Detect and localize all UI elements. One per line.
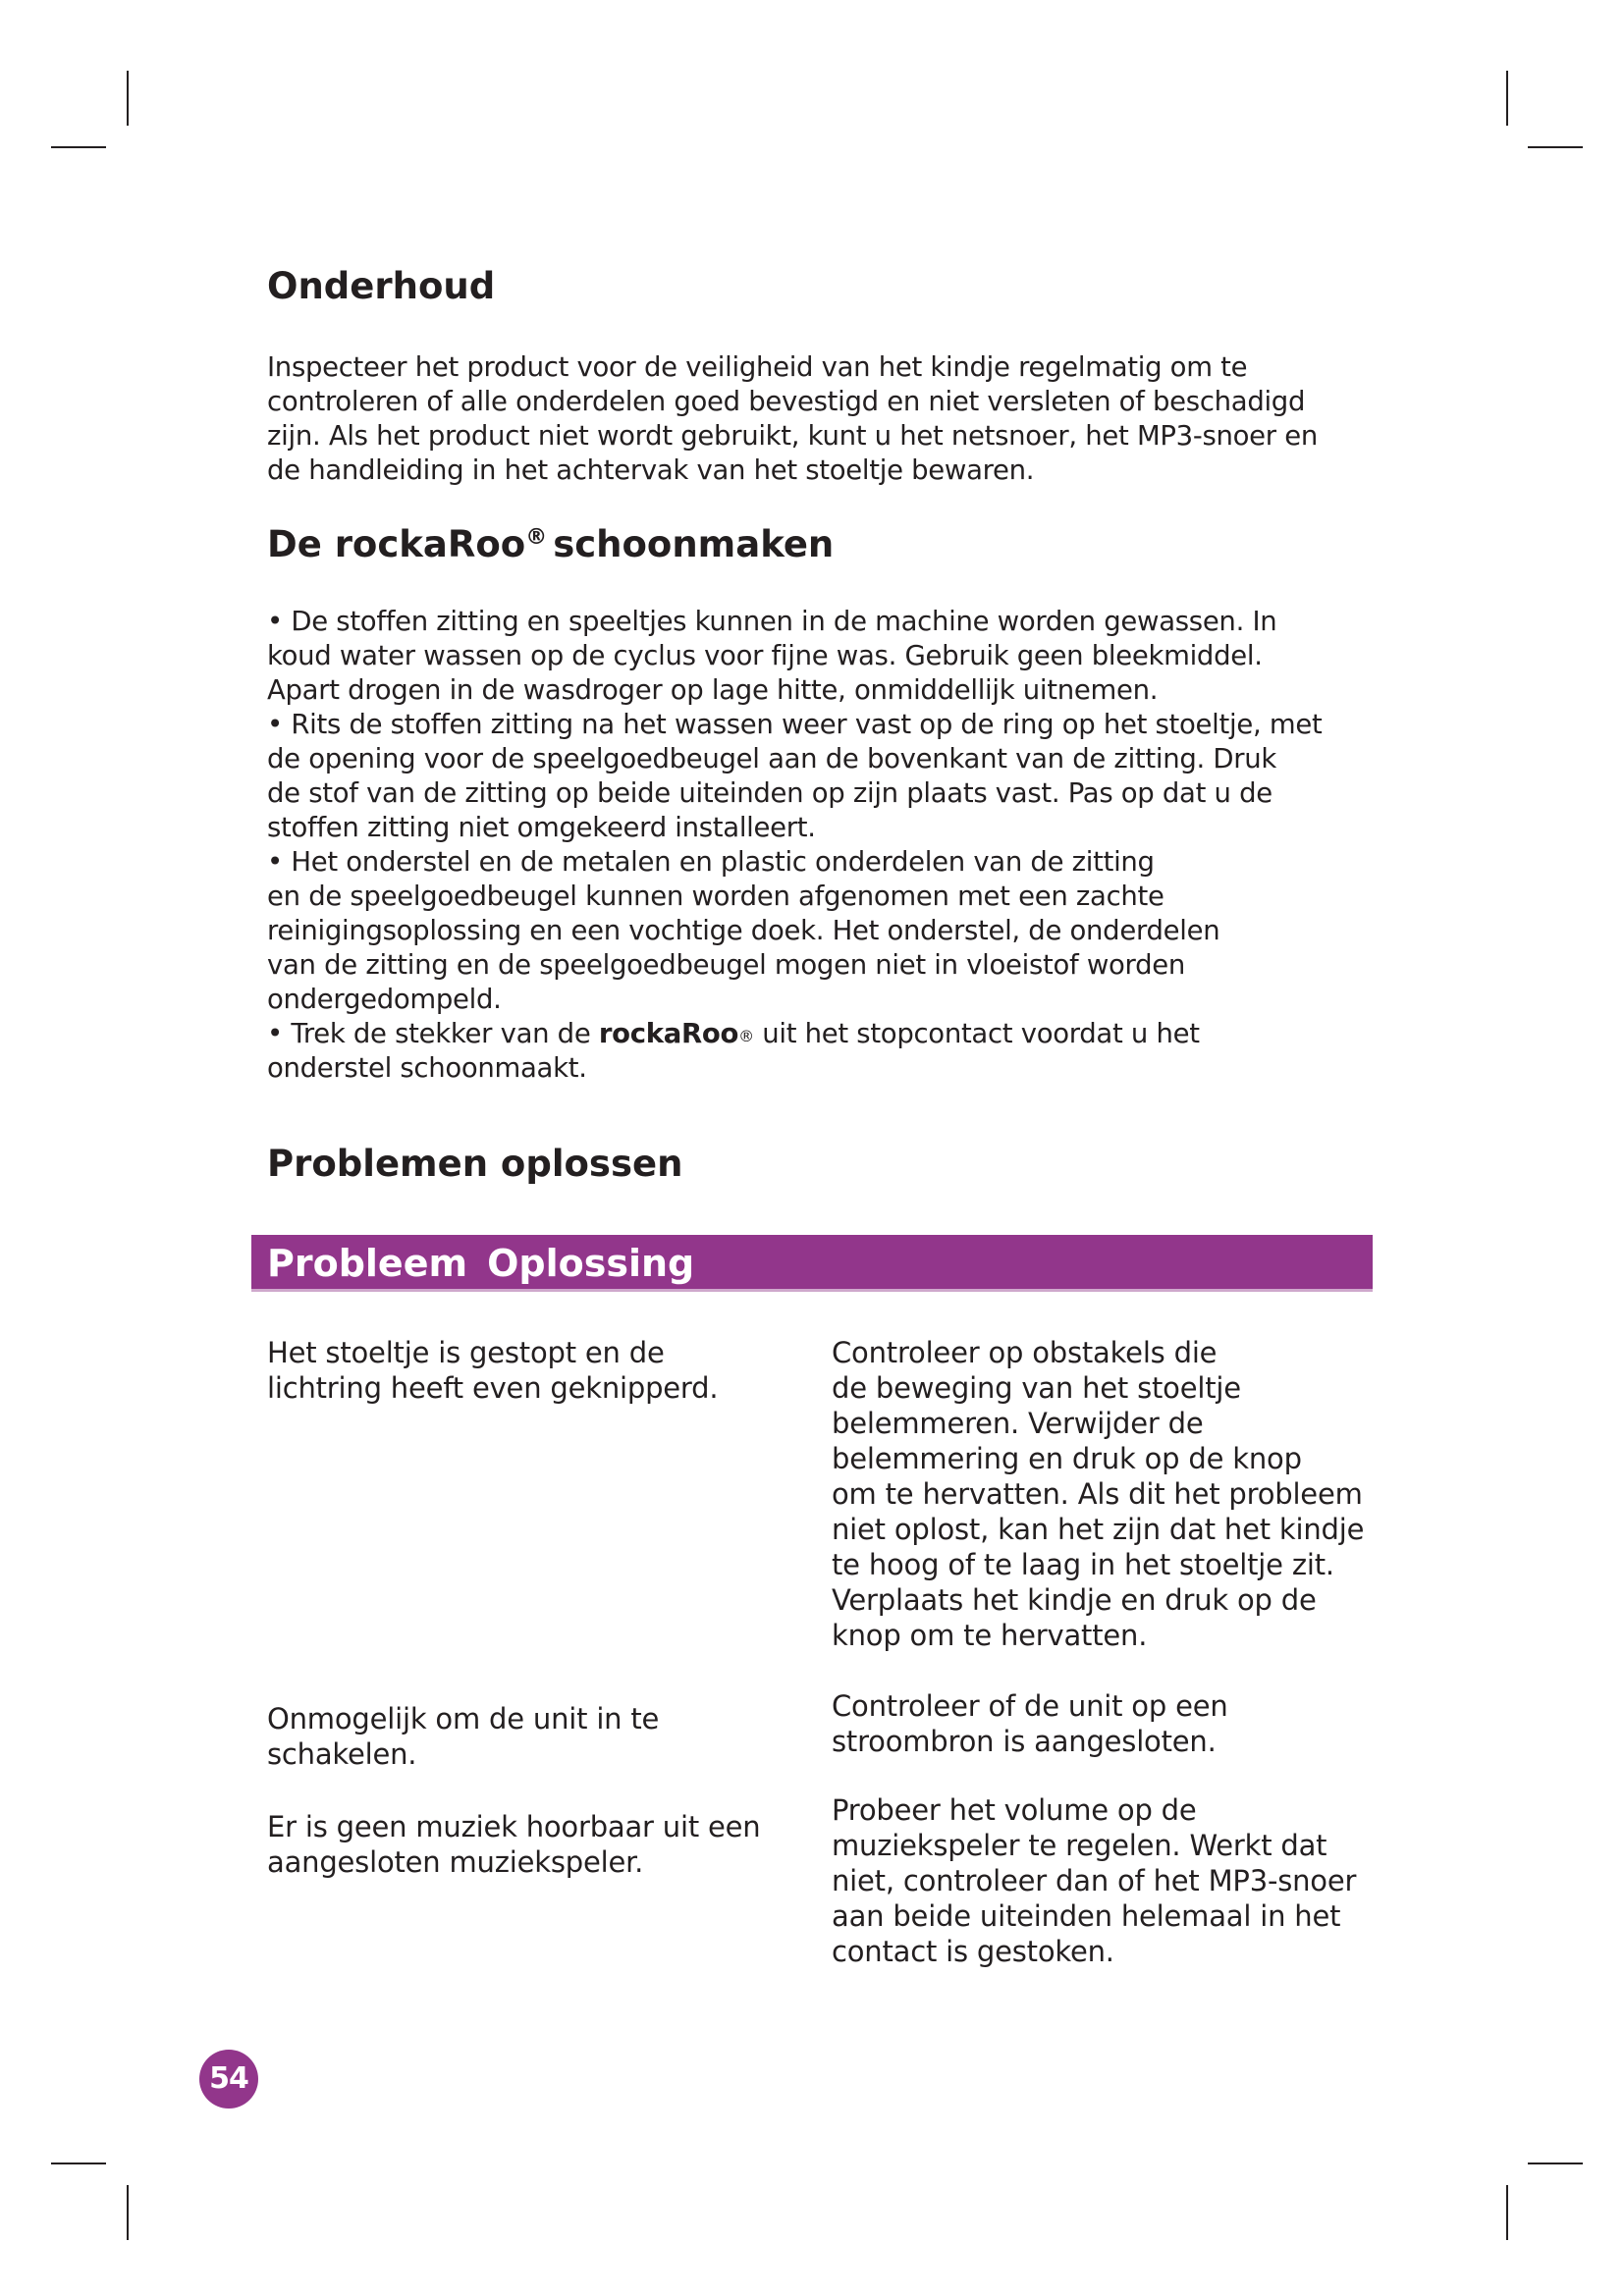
text-line: de handleiding in het achtervak van het stoeltje bewaren.	[267, 454, 1035, 486]
text-line: de beweging van het stoeltje	[832, 1371, 1241, 1405]
text-line: zijn. Als het product niet wordt gebruikt, kunt u het netsnoer, het MP3-snoer en	[267, 420, 1318, 452]
crop-mark	[51, 146, 106, 148]
text-line: stoffen zitting niet omgekeerd installeert.	[267, 812, 816, 843]
text-line: van de zitting en de speelgoedbeugel mogen niet in vloeistof worden	[267, 949, 1185, 981]
text-line: niet, controleer dan of het MP3-snoer	[832, 1864, 1357, 1897]
maintenance-heading: Onderhoud	[267, 265, 496, 307]
text-line: controleren of alle onderdelen goed bevestigd en niet versleten of beschadigd	[267, 386, 1306, 417]
text-line: aangesloten muziekspeler.	[267, 1845, 644, 1879]
text-line: lichtring heeft even geknipperd.	[267, 1371, 719, 1405]
solution-cell	[832, 1335, 1364, 1653]
problem-cell	[267, 1809, 760, 1880]
crop-mark	[127, 71, 129, 126]
cleaning-heading-prefix: De rockaRoo	[267, 523, 526, 565]
unplug-suffix: uit het stopcontact voordat u het	[753, 1018, 1200, 1049]
text-line-unplug	[267, 1017, 1357, 1051]
crop-mark	[1528, 146, 1583, 148]
text-line: onderstel schoonmaakt.	[267, 1052, 587, 1084]
registered-mark: ®	[525, 525, 548, 550]
text-line: knop om te hervatten.	[832, 1619, 1148, 1652]
text-line: Verplaats het kindje en druk op de	[832, 1583, 1317, 1617]
text-line: Controleer op obstakels die	[832, 1336, 1218, 1369]
text-line: te hoog of te laag in het stoeltje zit.	[832, 1548, 1334, 1581]
cleaning-heading	[267, 523, 834, 565]
text-line: de opening voor de speelgoedbeugel aan de bovenkant van de zitting. Druk	[267, 743, 1277, 774]
text-line: ondergedompeld.	[267, 984, 502, 1015]
text-line: niet oplost, kan het zijn dat het kindje	[832, 1513, 1365, 1546]
maintenance-paragraph	[267, 350, 1357, 488]
text-line: koud water wassen op de cyclus voor fijne was. Gebruik geen bleekmiddel.	[267, 640, 1263, 671]
text-line: • De stoffen zitting en speeltjes kunnen in de machine worden gewassen. In	[267, 606, 1277, 637]
page-number-badge: 54	[199, 2050, 258, 2109]
text-line: stroombron is aangesloten.	[832, 1725, 1217, 1758]
troubleshooting-heading: Problemen oplossen	[267, 1143, 683, 1185]
text-line: Onmogelijk om de unit in te	[267, 1702, 660, 1735]
text-line: contact is gestoken.	[832, 1935, 1114, 1968]
solution-cell	[832, 1792, 1356, 1969]
text-line: Apart drogen in de wasdroger op lage hitte, onmiddellijk uitnemen.	[267, 674, 1159, 706]
crop-mark	[1506, 2185, 1508, 2240]
text-line: reinigingsoplossing en een vochtige doek. Het onderstel, de onderdelen	[267, 915, 1220, 946]
troubleshooting-table-header	[251, 1235, 1373, 1292]
crop-mark	[51, 2163, 106, 2164]
text-line: • Het onderstel en de metalen en plastic onderdelen van de zitting	[267, 846, 1155, 878]
text-line: Controleer of de unit op een	[832, 1689, 1228, 1723]
crop-mark	[127, 2185, 129, 2240]
brand-name: rockaRoo	[598, 1018, 739, 1049]
text-line: belemmering en druk op de knop	[832, 1442, 1302, 1475]
header-solution: Oplossing	[487, 1242, 695, 1285]
registered-mark: ®	[738, 1027, 754, 1045]
header-problem: Probleem	[267, 1242, 468, 1285]
text-line: Er is geen muziek hoorbaar uit een	[267, 1810, 761, 1843]
text-line: belemmeren. Verwijder de	[832, 1407, 1204, 1440]
text-line: • Rits de stoffen zitting na het wassen weer vast op de ring op het stoeltje, met	[267, 709, 1323, 740]
unplug-prefix: • Trek de stekker van de	[267, 1018, 599, 1049]
text-line: Inspecteer het product voor de veiligheid van het kindje regelmatig om te	[267, 351, 1248, 383]
text-line: om te hervatten. Als dit het probleem	[832, 1477, 1363, 1511]
crop-mark	[1528, 2163, 1583, 2164]
text-line: Probeer het volume op de	[832, 1793, 1197, 1827]
text-line: muziekspeler te regelen. Werkt dat	[832, 1829, 1327, 1862]
text-line: de stof van de zitting op beide uiteinden op zijn plaats vast. Pas op dat u de	[267, 777, 1272, 809]
problem-cell	[267, 1335, 718, 1406]
problem-cell	[267, 1701, 659, 1772]
text-line: en de speelgoedbeugel kunnen worden afgenomen met een zachte	[267, 881, 1164, 912]
crop-mark	[1506, 71, 1508, 126]
text-line: Het stoeltje is gestopt en de	[267, 1336, 665, 1369]
cleaning-heading-suffix: schoonmaken	[553, 523, 835, 565]
cleaning-paragraph	[267, 605, 1357, 1086]
text-line: aan beide uiteinden helemaal in het	[832, 1899, 1341, 1933]
text-line: schakelen.	[267, 1737, 417, 1771]
solution-cell	[832, 1688, 1228, 1759]
